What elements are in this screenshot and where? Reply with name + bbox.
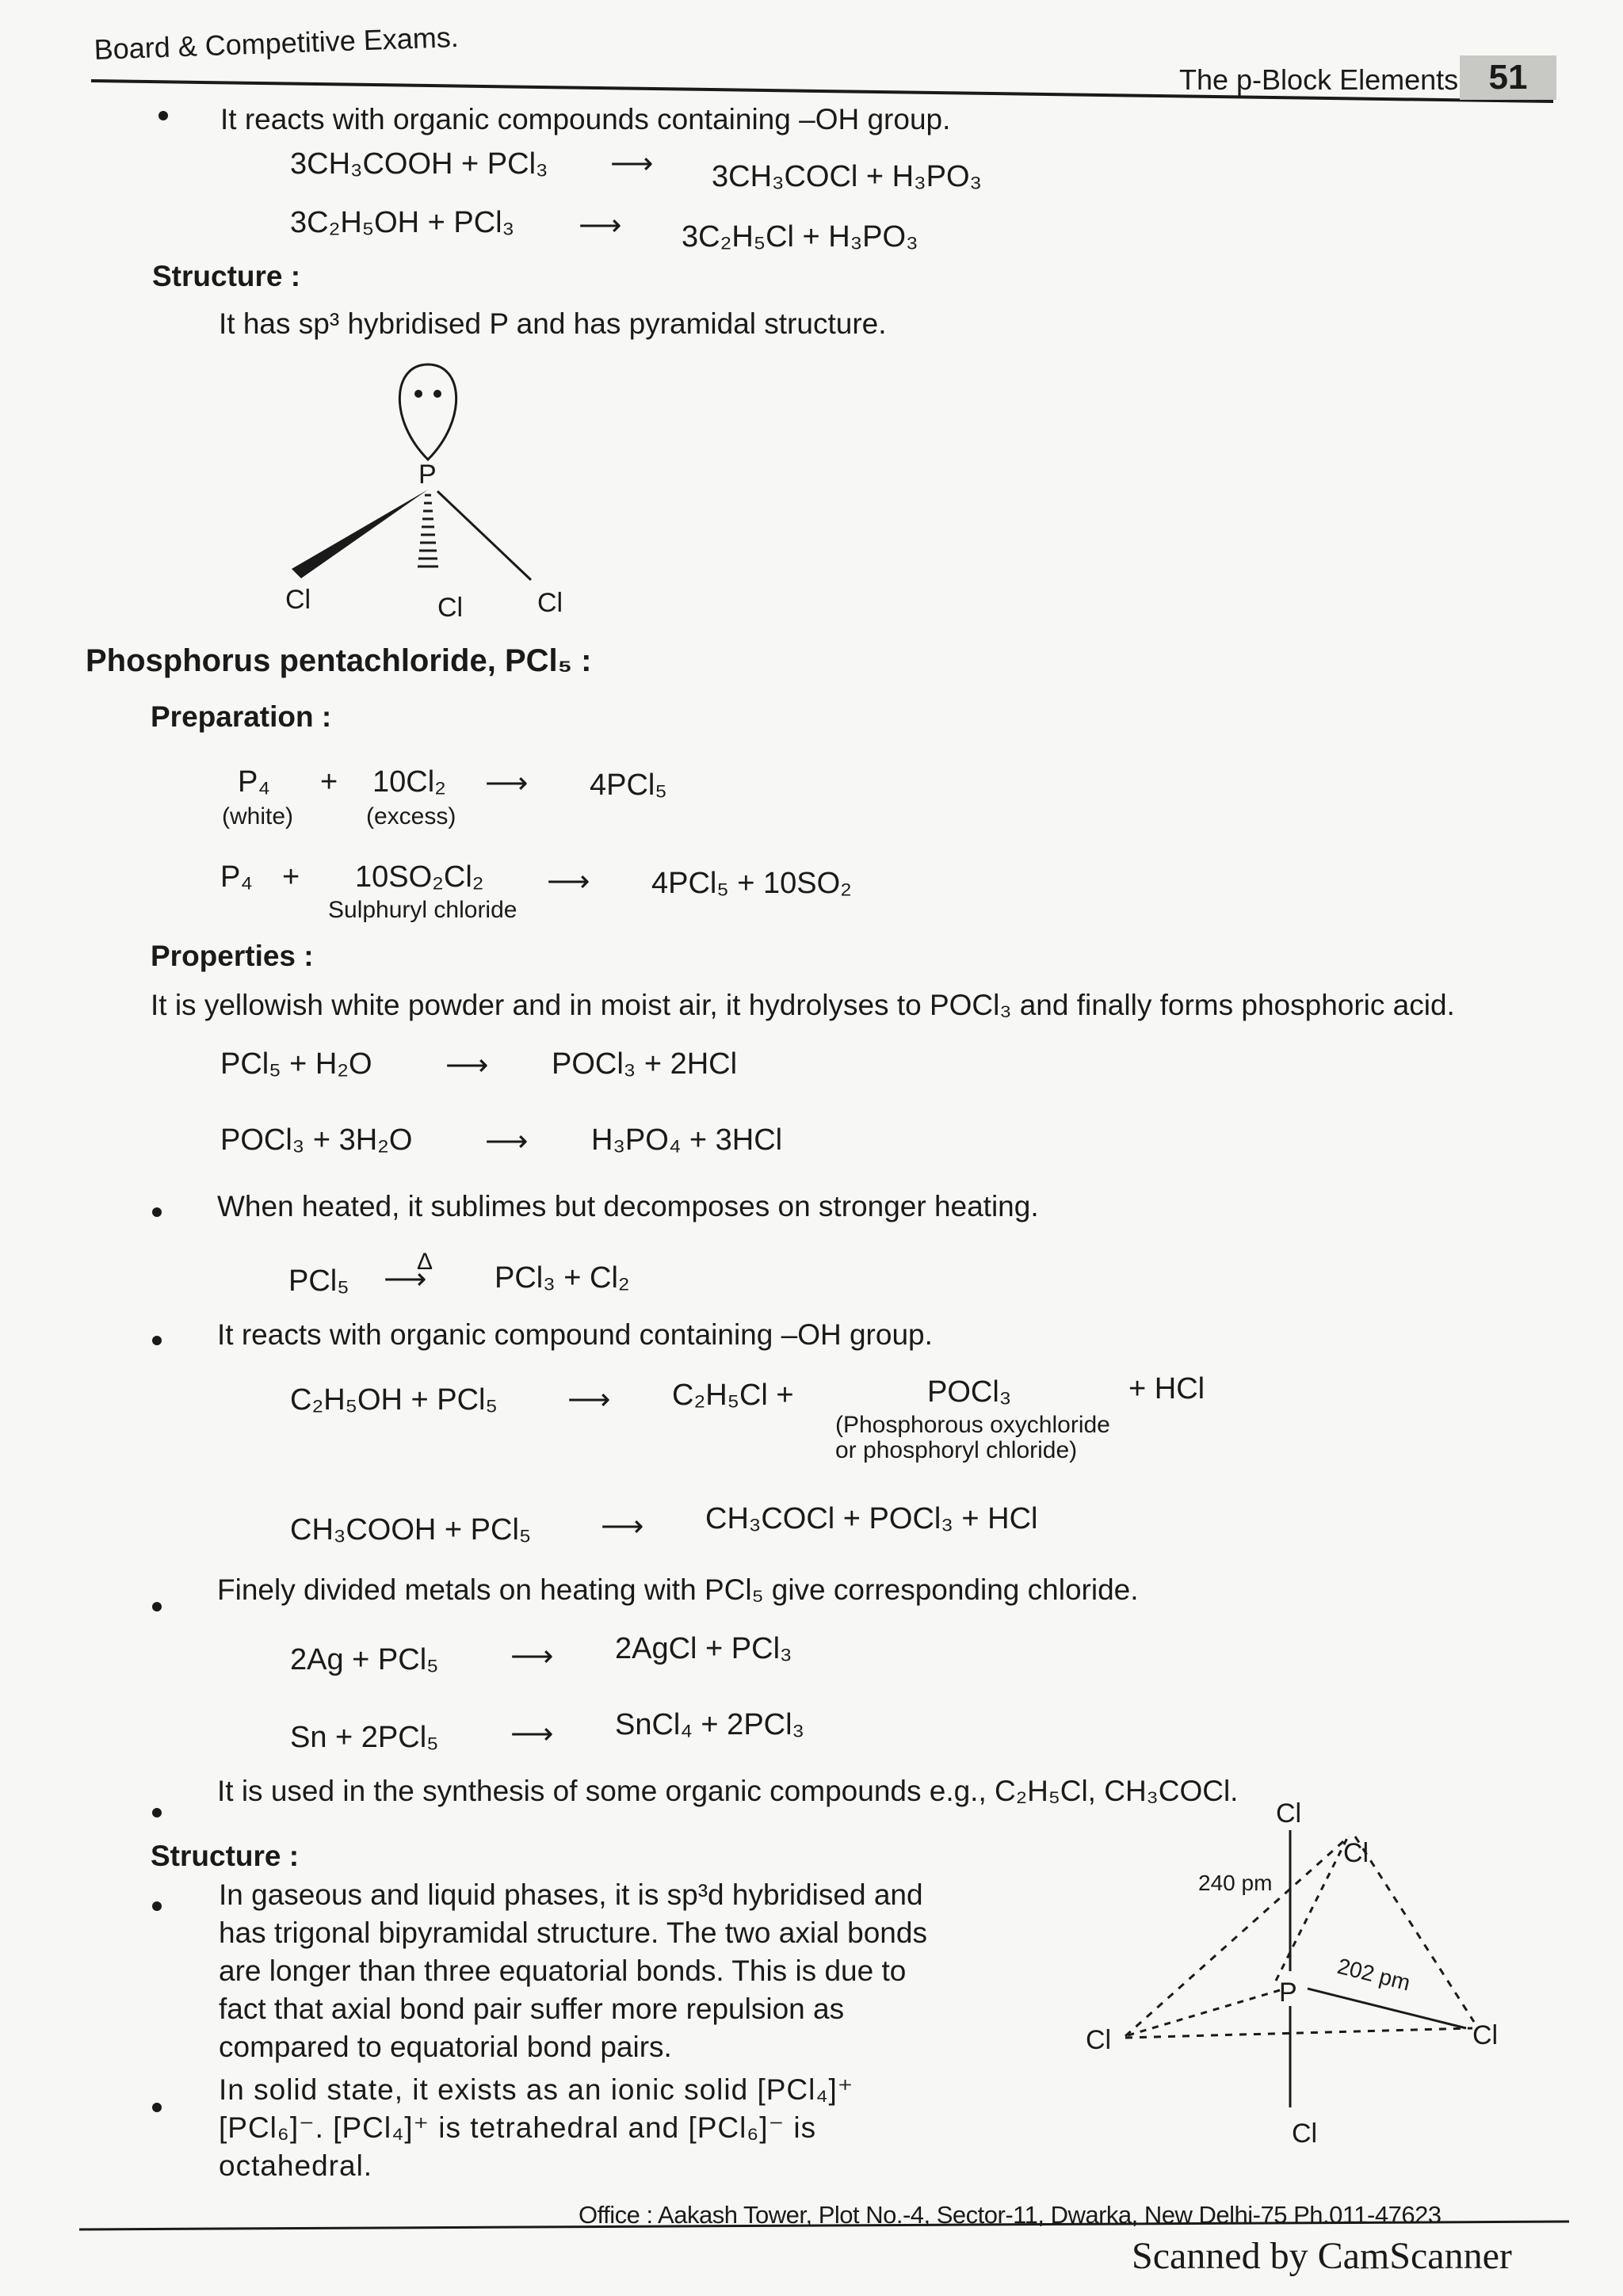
eq-lhs: C₂H₅OH + PCl₅	[290, 1383, 498, 1417]
eq-arrow: ⟶	[610, 147, 654, 181]
axial-bond-length-label: 240 pm	[1198, 1871, 1273, 1895]
bullet-text-oh: It reacts with organic compounds containing –OH group.	[220, 103, 951, 135]
eq-rhs: 3C₂H₅Cl + H₃PO₃	[682, 220, 918, 254]
header-left: Board & Competitive Exams.	[94, 20, 460, 66]
cl-atom-label: Cl	[437, 593, 464, 623]
equatorial-triangle-edge	[1125, 2028, 1472, 2038]
equatorial-dashed-bond	[1125, 1990, 1280, 2036]
eq-arrow: ⟶	[510, 1718, 554, 1751]
bullet	[152, 1808, 162, 1817]
plain-bond	[437, 491, 531, 580]
pcl3-pyramidal-diagram	[269, 357, 602, 626]
eq-lhs: PCl₅	[288, 1264, 349, 1298]
preparation-heading: Preparation :	[151, 700, 332, 733]
prep-product: 4PCl₅	[590, 769, 667, 802]
cl-atom-label: Cl	[285, 585, 311, 615]
eq-arrow: ⟶	[485, 1125, 529, 1158]
eq-rhs: POCl₃ + 2HCl	[552, 1047, 738, 1081]
eq-rhs: PCl₃ + Cl₂	[495, 1261, 630, 1295]
eq-tail: + HCl	[1128, 1372, 1205, 1405]
properties-text: It is yellowish white powder and in moist air, it hydrolyses to POCl₃ and finally forms phosphoric acid.	[151, 989, 1455, 1021]
header-right: The p-Block Elements	[1179, 63, 1459, 96]
bullet-text-metals: Finely divided metals on heating with PCl₅ give corresponding chloride.	[217, 1573, 1139, 1606]
cl-atom-label: Cl	[1472, 2020, 1499, 2050]
eq-product: POCl₃	[927, 1375, 1012, 1409]
cl-atom-label: Cl	[1086, 2025, 1112, 2055]
section-title: Phosphorus pentachloride, PCl₅ :	[86, 643, 592, 678]
bullet	[152, 1602, 162, 1611]
eq-arrow: ⟶	[579, 209, 622, 242]
bullet	[152, 1901, 162, 1911]
footer-office: Office : Aakash Tower, Plot No.-4, Sector-11, Dwarka, New Delhi-75 Ph.011-47623	[579, 2201, 1442, 2229]
camscanner-watermark: Scanned by CamScanner	[1132, 2235, 1512, 2277]
bullet	[152, 1336, 162, 1345]
eq-arrow: ⟶	[485, 767, 529, 800]
eq-arrow: ⟶	[601, 1510, 644, 1543]
p-atom-label: P	[418, 460, 437, 490]
prep-reactant: 10Cl₂	[372, 765, 446, 799]
eq-arrow: ⟶	[567, 1383, 611, 1417]
eq-lhs: PCl₅ + H₂O	[220, 1047, 372, 1081]
structure-heading: Structure :	[152, 260, 301, 292]
heat-delta: Δ	[417, 1249, 433, 1275]
eq-lhs: POCl₃ + 3H₂O	[220, 1123, 413, 1157]
prep-reactant: P₄	[238, 765, 270, 799]
eq-arrow: ⟶	[547, 865, 590, 898]
cl-atom-label: Cl	[1276, 1798, 1302, 1829]
eq-rhs: CH₃COCl + POCl₃ + HCl	[705, 1502, 1038, 1535]
product-note: or phosphoryl chloride)	[835, 1437, 1078, 1463]
eq-lhs: CH₃COOH + PCl₅	[290, 1513, 532, 1547]
wedge-bond	[292, 490, 428, 578]
eq-lhs: 3CH₃COOH + PCl₃	[290, 147, 548, 181]
page-number: 51	[1460, 55, 1556, 100]
cl-atom-label: Cl	[537, 588, 563, 618]
eq-arrow: ⟶	[510, 1640, 554, 1673]
eq-arrow: ⟶	[384, 1263, 427, 1296]
product-note: (Phosphorous oxychloride	[835, 1412, 1110, 1438]
plus-sign: +	[282, 860, 300, 894]
plus-sign: +	[320, 765, 338, 799]
cl-atom-label: Cl	[1343, 1838, 1369, 1868]
lone-pair-lobe	[399, 364, 456, 460]
bullet	[152, 2103, 162, 2112]
eq-rhs: 2AgCl + PCl₃	[615, 1632, 792, 1665]
structure-heading: Structure :	[151, 1840, 300, 1872]
pcl5-trigonal-bipyramid-diagram	[1038, 1798, 1561, 2171]
eq-rhs: H₃PO₄ + 3HCl	[591, 1123, 783, 1157]
equatorial-bond	[1308, 1989, 1466, 2028]
bullet-text-heat: When heated, it sublimes but decomposes on stronger heating.	[217, 1190, 1039, 1222]
structure-text: It has sp³ hybridised P and has pyramidal structure.	[219, 307, 887, 340]
prep-product: 4PCl₅ + 10SO₂	[651, 867, 852, 900]
eq-rhs: SnCl₄ + 2PCl₃	[615, 1708, 805, 1741]
eq-rhs: C₂H₅Cl +	[672, 1379, 794, 1412]
hashed-bond	[418, 495, 438, 566]
properties-heading: Properties :	[151, 940, 314, 972]
bullet-text-oh: It reacts with organic compound containing –OH group.	[217, 1318, 933, 1351]
lone-pair-dot	[433, 390, 441, 398]
bullet	[152, 1207, 162, 1217]
gas-phase-paragraph: In gaseous and liquid phases, it is sp³d hybridised and has trigonal bipyramidal structure. The two axial bonds are longer than three equatorial bonds. This is due to fact that axial bond pair suffer more repulsion as compared to equatorial bond pairs.	[219, 1878, 927, 2063]
p-atom-label: P	[1279, 1978, 1297, 2008]
bullet-text-synthesis: It is used in the synthesis of some organic compounds e.g., C₂H₅Cl, CH₃COCl.	[217, 1775, 1239, 1807]
eq-lhs: Sn + 2PCl₅	[290, 1721, 439, 1754]
lone-pair-dot	[414, 390, 422, 398]
eq-lhs: 3C₂H₅OH + PCl₃	[290, 206, 515, 239]
prep-reactant: P₄	[220, 860, 253, 894]
equatorial-bond-length-label: 202 pm	[1335, 1953, 1413, 1996]
bullet	[158, 111, 168, 120]
solid-state-paragraph: In solid state, it exists as an ionic solid [PCl₄]⁺ [PCl₆]⁻. [PCl₄]⁺ is tetrahedral and [PCl₆]⁻ is octahedral.	[219, 2073, 854, 2182]
cl-atom-label: Cl	[1292, 2119, 1318, 2149]
equatorial-triangle-edge	[1125, 1836, 1349, 2036]
eq-arrow: ⟶	[445, 1049, 489, 1082]
equatorial-triangle-edge	[1355, 1836, 1474, 2022]
prep-note: Sulphuryl chloride	[328, 897, 517, 923]
prep-reactant: 10SO₂Cl₂	[355, 860, 484, 894]
eq-lhs: 2Ag + PCl₅	[290, 1643, 439, 1676]
prep-note: (excess)	[366, 803, 456, 830]
prep-note: (white)	[222, 803, 294, 830]
eq-rhs: 3CH₃COCl + H₃PO₃	[712, 160, 982, 193]
equatorial-bond	[1276, 1835, 1349, 1981]
